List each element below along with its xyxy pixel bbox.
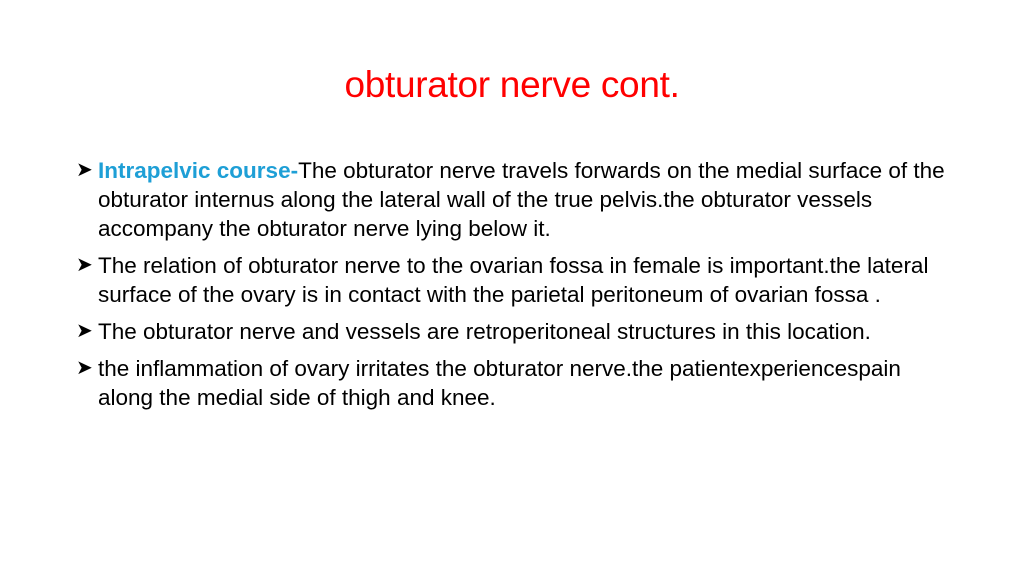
arrow-bullet-icon: ➤: [76, 254, 93, 276]
bullet-text: the inflammation of ovary irritates the obturator nerve.the patientexperiencespain along the medial side of thigh and knee.: [98, 356, 901, 410]
bullet-item: [76, 317, 956, 346]
bullet-text: The relation of obturator nerve to the ovarian fossa in female is important.the lateral surface of the ovary is in contact with the parietal peritoneum of ovarian fossa .: [98, 253, 929, 307]
bullet-item: [76, 354, 956, 412]
bullet-text: The obturator nerve travels forwards on the medial surface of the obturator internus along the lateral wall of the true pelvis.the obturator vessels accompany the obturator nerve lying below it.: [98, 158, 945, 241]
arrow-bullet-icon: ➤: [76, 357, 93, 379]
arrow-bullet-icon: ➤: [76, 159, 93, 181]
slide-title: obturator nerve cont.: [344, 64, 680, 105]
bullet-item: [76, 251, 956, 309]
bullet-item: [76, 156, 956, 243]
bullet-lead: Intrapelvic course-: [98, 158, 299, 183]
arrow-bullet-icon: ➤: [76, 320, 93, 342]
bullet-list: [76, 156, 956, 420]
bullet-text: The obturator nerve and vessels are retroperitoneal structures in this location.: [98, 319, 871, 344]
